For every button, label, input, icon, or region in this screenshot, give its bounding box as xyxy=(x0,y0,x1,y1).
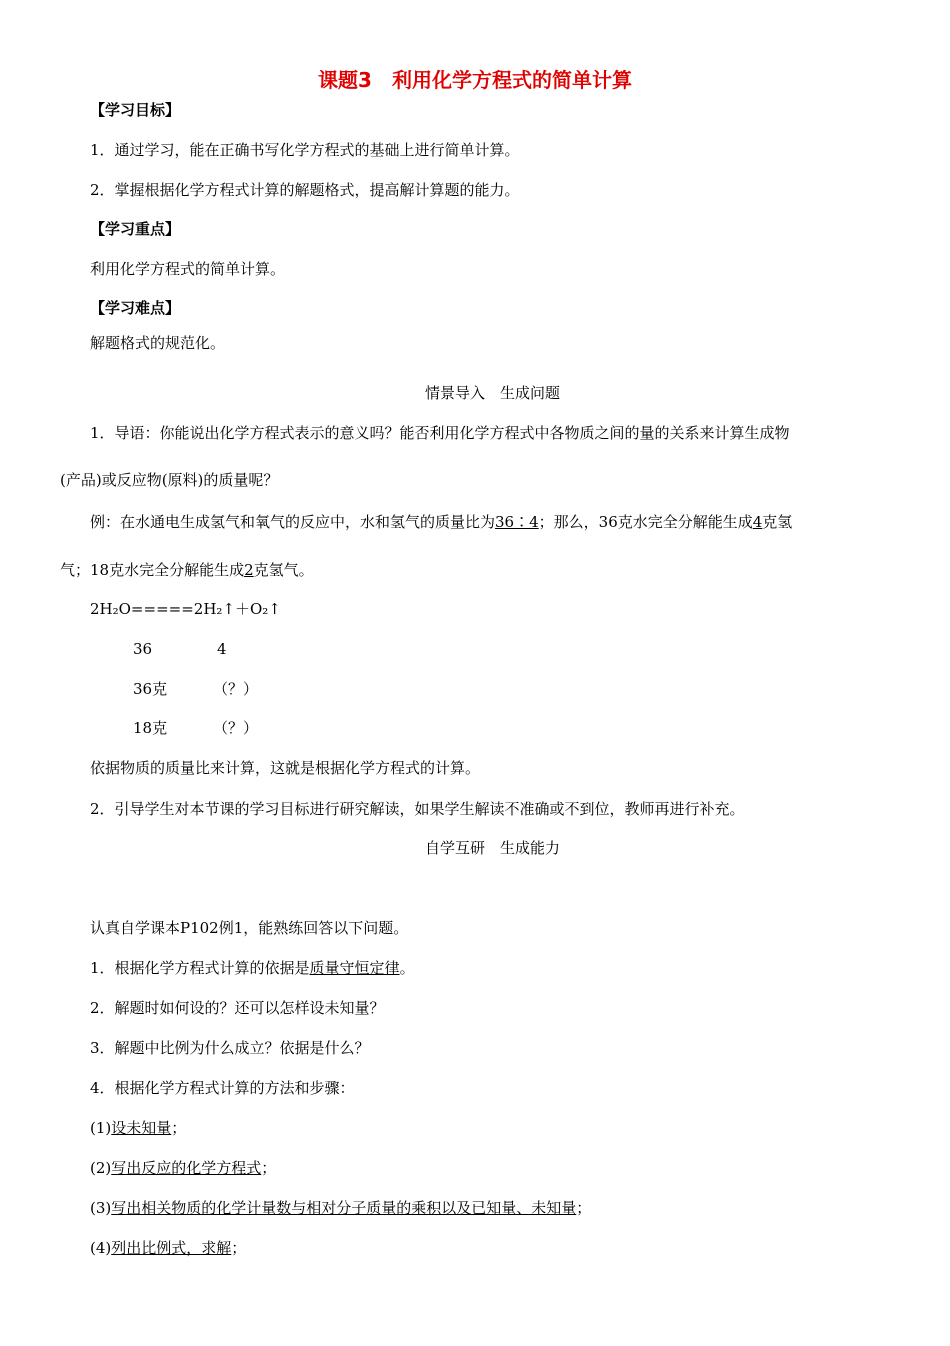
conclusion-text: 依据物质的质量比来计算，这就是根据化学方程式的计算。 xyxy=(90,759,481,777)
self-study-intro: 认真自学课本P102例1，能熟练回答以下问题。 xyxy=(90,919,409,937)
example-text-e: 克氢气。 xyxy=(253,561,314,579)
intro-line-1: 1．导语：你能说出化学方程式表示的意义吗？能否利用化学方程式中各物质之间的量的关系来计算生成物 xyxy=(90,424,790,442)
intro-line-2: (产品)或反应物(原料)的质量呢？ xyxy=(60,471,279,489)
step-end: ； xyxy=(261,1159,277,1177)
table-left-2: 36克 xyxy=(133,680,168,698)
question-2: 2．解题时如何设的？还可以怎样设未知量？ xyxy=(90,999,385,1017)
objectives-heading: 【学习目标】 xyxy=(90,101,181,119)
step-end: ； xyxy=(576,1199,592,1217)
example-text-b: ；那么，36克水完全分解能生成 xyxy=(538,513,753,531)
step-answer: 列出比例式，求解 xyxy=(111,1239,232,1257)
table-left-1: 36 xyxy=(133,640,153,658)
table-right-2: （？） xyxy=(213,680,259,698)
difficulties-heading: 【学习难点】 xyxy=(90,299,181,317)
question-1 xyxy=(90,958,415,978)
objective-item-1: 1．通过学习，能在正确书写化学方程式的基础上进行简单计算。 xyxy=(90,141,520,159)
example-line-1 xyxy=(90,512,792,532)
key-points-heading: 【学习重点】 xyxy=(90,220,181,238)
question-1-text: 1．根据化学方程式计算的依据是 xyxy=(90,959,310,977)
step-number: (4) xyxy=(90,1239,112,1257)
difficulties-text: 解题格式的规范化。 xyxy=(90,334,226,352)
objective-item-2: 2．掌握根据化学方程式计算的解题格式，提高解计算题的能力。 xyxy=(90,181,520,199)
step-2 xyxy=(90,1158,276,1178)
key-points-text: 利用化学方程式的简单计算。 xyxy=(90,260,286,278)
step-1 xyxy=(90,1118,186,1138)
table-right-1: 4 xyxy=(217,640,227,658)
step-end: ； xyxy=(231,1239,247,1257)
step-end: ； xyxy=(171,1119,187,1137)
question-4: 4．根据化学方程式计算的方法和步骤： xyxy=(90,1079,355,1097)
step-number: (1) xyxy=(90,1119,112,1137)
chemical-equation: 2H₂O=====2H₂↑＋O₂↑ xyxy=(90,600,281,618)
step-number: (3) xyxy=(90,1199,112,1217)
question-3: 3．解题中比例为什么成立？依据是什么？ xyxy=(90,1039,370,1057)
section2-heading: 自学互研 生成能力 xyxy=(424,839,560,857)
question-1-answer: 质量守恒定律 xyxy=(309,959,400,977)
step-answer: 写出相关物质的化学计量数与相对分子质量的乘积以及已知量、未知量 xyxy=(111,1199,577,1217)
example-line-2 xyxy=(60,560,314,580)
example-text-c: 克氢 xyxy=(762,513,793,531)
guidance-item-2: 2．引导学生对本节课的学习目标进行研究解读，如果学生解读不准确或不到位，教师再进行补充。 xyxy=(90,800,745,818)
step-3 xyxy=(90,1198,591,1218)
step-4 xyxy=(90,1238,246,1258)
step-number: (2) xyxy=(90,1159,112,1177)
hydrogen-mass-answer-1: 4 xyxy=(752,513,763,531)
step-answer: 设未知量 xyxy=(111,1119,172,1137)
example-text-a: 例：在水通电生成氢气和氧气的反应中，水和氢气的质量比为 xyxy=(90,513,496,531)
table-left-3: 18克 xyxy=(133,719,168,737)
hydrogen-mass-answer-2: 2 xyxy=(244,561,254,579)
section1-heading: 情景导入 生成问题 xyxy=(424,384,560,402)
page-title: 课题3 利用化学方程式的简单计算 xyxy=(318,68,632,92)
step-answer: 写出反应的化学方程式 xyxy=(111,1159,262,1177)
question-1-end: 。 xyxy=(399,959,415,977)
table-right-3: （？） xyxy=(213,719,259,737)
mass-ratio-answer: 36∶4 xyxy=(495,513,539,531)
example-text-d: 气；18克水完全分解能生成 xyxy=(60,561,245,579)
